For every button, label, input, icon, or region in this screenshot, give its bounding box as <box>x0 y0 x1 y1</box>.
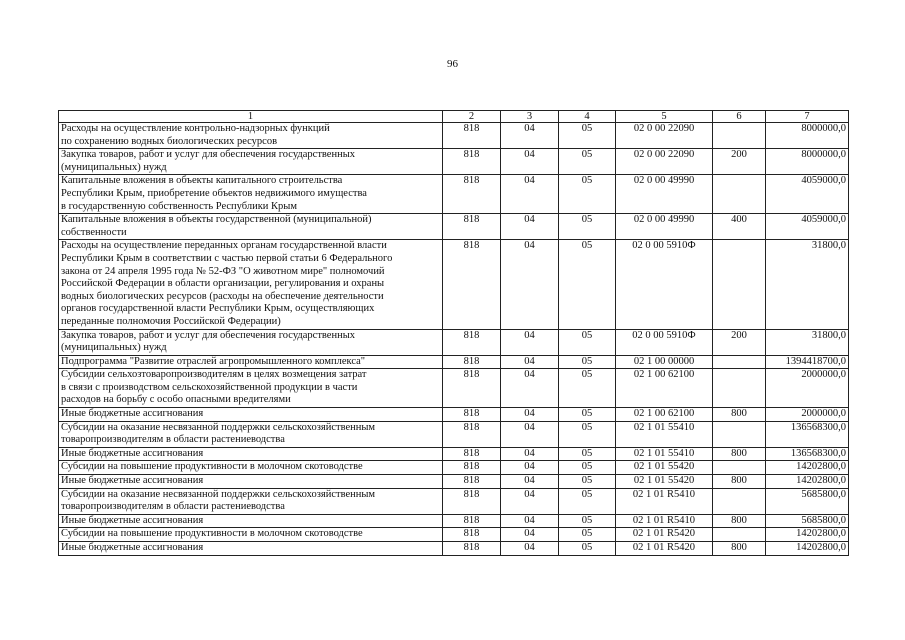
row-expense-type: 800 <box>713 514 766 528</box>
table-row <box>59 123 849 149</box>
row-section: 04 <box>501 461 559 475</box>
table-row <box>59 355 849 369</box>
row-amount: 14202800,0 <box>766 461 849 475</box>
table-row <box>59 369 849 408</box>
row-subsection: 05 <box>559 461 616 475</box>
row-section: 04 <box>501 514 559 528</box>
row-ministry-code: 818 <box>443 369 501 408</box>
row-description: Расходы на осуществление контрольно-надзорных функций по сохранению водных биологических ресурсов <box>59 123 443 149</box>
row-expense-type <box>713 461 766 475</box>
row-subsection: 05 <box>559 329 616 355</box>
row-expense-type <box>713 240 766 329</box>
column-header-2: 2 <box>443 111 501 123</box>
row-ministry-code: 818 <box>443 514 501 528</box>
column-header-6: 6 <box>713 111 766 123</box>
row-description: Иные бюджетные ассигнования <box>59 475 443 489</box>
row-section: 04 <box>501 123 559 149</box>
row-expense-type: 800 <box>713 447 766 461</box>
row-ministry-code: 818 <box>443 421 501 447</box>
row-section: 04 <box>501 475 559 489</box>
table-row <box>59 475 849 489</box>
row-target-article: 02 1 00 62100 <box>616 369 713 408</box>
row-ministry-code: 818 <box>443 329 501 355</box>
row-target-article: 02 0 00 5910Ф <box>616 329 713 355</box>
row-ministry-code: 818 <box>443 461 501 475</box>
row-amount: 2000000,0 <box>766 408 849 422</box>
table-row <box>59 514 849 528</box>
table-row <box>59 408 849 422</box>
column-header-1: 1 <box>59 111 443 123</box>
row-target-article: 02 1 01 R5410 <box>616 514 713 528</box>
row-amount: 5685800,0 <box>766 488 849 514</box>
row-expense-type <box>713 369 766 408</box>
row-section: 04 <box>501 329 559 355</box>
row-description: Иные бюджетные ассигнования <box>59 408 443 422</box>
table-row <box>59 214 849 240</box>
row-amount: 14202800,0 <box>766 475 849 489</box>
row-description: Иные бюджетные ассигнования <box>59 542 443 556</box>
row-ministry-code: 818 <box>443 488 501 514</box>
row-ministry-code: 818 <box>443 240 501 329</box>
row-section: 04 <box>501 240 559 329</box>
row-description: Субсидии сельхозтоваропроизводителям в целях возмещения затрат в связи с производством сельскохозяйственной продукции в части расходов на борьбу с особо опасными вредителями <box>59 369 443 408</box>
row-target-article: 02 1 01 55420 <box>616 475 713 489</box>
row-description: Иные бюджетные ассигнования <box>59 447 443 461</box>
row-target-article: 02 0 00 49990 <box>616 214 713 240</box>
row-subsection: 05 <box>559 355 616 369</box>
row-section: 04 <box>501 447 559 461</box>
row-amount: 1394418700,0 <box>766 355 849 369</box>
page-number: 96 <box>447 58 458 70</box>
row-expense-type <box>713 175 766 214</box>
row-target-article: 02 0 00 22090 <box>616 123 713 149</box>
row-section: 04 <box>501 488 559 514</box>
row-expense-type <box>713 421 766 447</box>
column-header-3: 3 <box>501 111 559 123</box>
row-subsection: 05 <box>559 447 616 461</box>
row-section: 04 <box>501 214 559 240</box>
row-amount: 136568300,0 <box>766 421 849 447</box>
row-ministry-code: 818 <box>443 214 501 240</box>
table-row <box>59 240 849 329</box>
row-subsection: 05 <box>559 488 616 514</box>
row-section: 04 <box>501 369 559 408</box>
row-expense-type: 400 <box>713 214 766 240</box>
row-subsection: 05 <box>559 240 616 329</box>
row-amount: 31800,0 <box>766 240 849 329</box>
row-section: 04 <box>501 149 559 175</box>
row-description: Закупка товаров, работ и услуг для обеспечения государственных (муниципальных) нужд <box>59 149 443 175</box>
table-row <box>59 421 849 447</box>
row-section: 04 <box>501 528 559 542</box>
column-header-5: 5 <box>616 111 713 123</box>
row-description: Иные бюджетные ассигнования <box>59 514 443 528</box>
row-ministry-code: 818 <box>443 408 501 422</box>
column-header-7: 7 <box>766 111 849 123</box>
row-expense-type: 800 <box>713 475 766 489</box>
row-subsection: 05 <box>559 528 616 542</box>
table-row <box>59 488 849 514</box>
row-amount: 136568300,0 <box>766 447 849 461</box>
row-description: Капитальные вложения в объекты капитального строительства Республики Крым, приобретение объектов недвижимого имущества в государственную собственность Республики Крым <box>59 175 443 214</box>
row-ministry-code: 818 <box>443 355 501 369</box>
header-row <box>59 111 849 123</box>
row-expense-type: 800 <box>713 408 766 422</box>
row-expense-type: 200 <box>713 149 766 175</box>
table-row <box>59 149 849 175</box>
row-target-article: 02 1 01 55410 <box>616 421 713 447</box>
table-row <box>59 175 849 214</box>
row-description: Закупка товаров, работ и услуг для обеспечения государственных (муниципальных) нужд <box>59 329 443 355</box>
table-body <box>59 123 849 556</box>
row-ministry-code: 818 <box>443 123 501 149</box>
row-amount: 8000000,0 <box>766 149 849 175</box>
row-section: 04 <box>501 355 559 369</box>
row-target-article: 02 1 00 62100 <box>616 408 713 422</box>
row-section: 04 <box>501 542 559 556</box>
budget-table <box>58 110 849 556</box>
row-subsection: 05 <box>559 214 616 240</box>
row-ministry-code: 818 <box>443 542 501 556</box>
row-subsection: 05 <box>559 408 616 422</box>
row-amount: 14202800,0 <box>766 528 849 542</box>
row-target-article: 02 0 00 49990 <box>616 175 713 214</box>
row-expense-type: 200 <box>713 329 766 355</box>
row-subsection: 05 <box>559 149 616 175</box>
row-target-article: 02 1 00 00000 <box>616 355 713 369</box>
row-description: Субсидии на оказание несвязанной поддержки сельскохозяйственным товаропроизводителям в области растениеводства <box>59 488 443 514</box>
row-expense-type <box>713 528 766 542</box>
row-amount: 5685800,0 <box>766 514 849 528</box>
table-row <box>59 461 849 475</box>
row-subsection: 05 <box>559 514 616 528</box>
row-target-article: 02 0 00 22090 <box>616 149 713 175</box>
row-amount: 31800,0 <box>766 329 849 355</box>
row-amount: 2000000,0 <box>766 369 849 408</box>
row-section: 04 <box>501 408 559 422</box>
row-expense-type <box>713 355 766 369</box>
row-section: 04 <box>501 175 559 214</box>
row-target-article: 02 0 00 5910Ф <box>616 240 713 329</box>
row-target-article: 02 1 01 R5410 <box>616 488 713 514</box>
row-ministry-code: 818 <box>443 447 501 461</box>
row-amount: 4059000,0 <box>766 175 849 214</box>
row-subsection: 05 <box>559 175 616 214</box>
row-subsection: 05 <box>559 475 616 489</box>
table-row <box>59 447 849 461</box>
row-target-article: 02 1 01 R5420 <box>616 542 713 556</box>
table-row <box>59 528 849 542</box>
row-ministry-code: 818 <box>443 475 501 489</box>
column-header-4: 4 <box>559 111 616 123</box>
row-ministry-code: 818 <box>443 175 501 214</box>
row-target-article: 02 1 01 R5420 <box>616 528 713 542</box>
row-ministry-code: 818 <box>443 149 501 175</box>
row-amount: 8000000,0 <box>766 123 849 149</box>
row-ministry-code: 818 <box>443 528 501 542</box>
row-section: 04 <box>501 421 559 447</box>
row-expense-type <box>713 488 766 514</box>
table-row <box>59 329 849 355</box>
row-description: Капитальные вложения в объекты государственной (муниципальной) собственности <box>59 214 443 240</box>
row-amount: 4059000,0 <box>766 214 849 240</box>
row-subsection: 05 <box>559 369 616 408</box>
row-description: Субсидии на оказание несвязанной поддержки сельскохозяйственным товаропроизводителям в области растениеводства <box>59 421 443 447</box>
row-subsection: 05 <box>559 421 616 447</box>
row-expense-type: 800 <box>713 542 766 556</box>
row-expense-type <box>713 123 766 149</box>
row-target-article: 02 1 01 55410 <box>616 447 713 461</box>
row-subsection: 05 <box>559 123 616 149</box>
row-target-article: 02 1 01 55420 <box>616 461 713 475</box>
table-row <box>59 542 849 556</box>
row-subsection: 05 <box>559 542 616 556</box>
row-description: Расходы на осуществление переданных органам государственной власти Республики Крым в соответствии с частью первой статьи 6 Федерального закона от 24 апреля 1995 года № 52-ФЗ "О животном мире" полномочий Российской Федерации в области организации, регулирования и охраны водных биологических ресурсов (расходы на обеспечение деятельности органов государственной власти Республики Крым, осуществляющих переданные полномочия Российской Федерации) <box>59 240 443 329</box>
row-description: Субсидии на повышение продуктивности в молочном скотоводстве <box>59 528 443 542</box>
row-description: Подпрограмма "Развитие отраслей агропромышленного комплекса" <box>59 355 443 369</box>
row-description: Субсидии на повышение продуктивности в молочном скотоводстве <box>59 461 443 475</box>
row-amount: 14202800,0 <box>766 542 849 556</box>
